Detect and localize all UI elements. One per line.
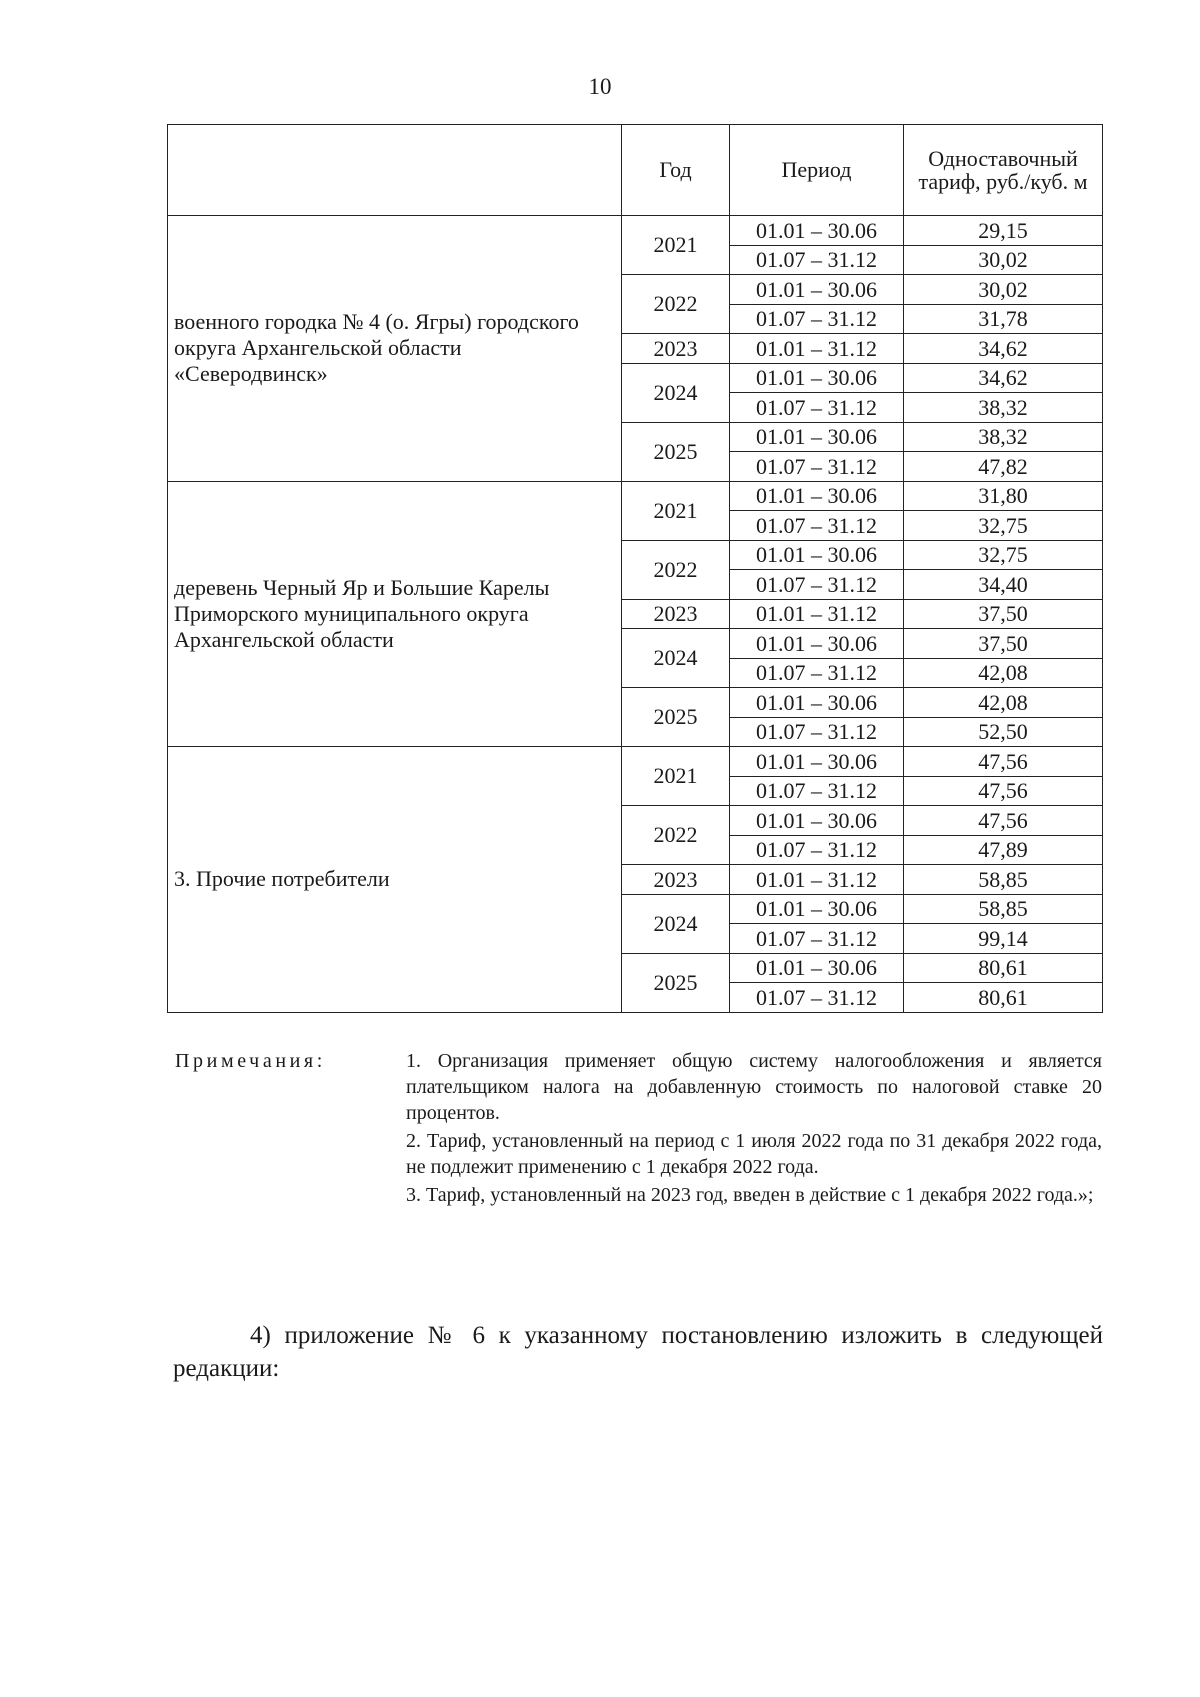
year-cell: 2021 <box>622 481 730 540</box>
year-cell: 2022 <box>622 540 730 599</box>
year-cell: 2022 <box>622 275 730 334</box>
tariff-cell: 38,32 <box>904 393 1103 423</box>
table-row <box>168 216 1103 246</box>
notes-list <box>406 1048 1102 1210</box>
tariff-cell: 47,56 <box>904 806 1103 836</box>
period-cell: 01.01 – 30.06 <box>730 688 904 718</box>
tariff-cell: 80,61 <box>904 983 1103 1013</box>
tariff-cell: 80,61 <box>904 953 1103 983</box>
period-cell: 01.01 – 31.12 <box>730 334 904 364</box>
period-cell: 01.07 – 31.12 <box>730 452 904 482</box>
period-cell: 01.01 – 30.06 <box>730 481 904 511</box>
period-cell: 01.07 – 31.12 <box>730 511 904 541</box>
tariff-cell: 31,80 <box>904 481 1103 511</box>
note-item: 2. Тариф, установленный на период с 1 июля 2022 года по 31 декабря 2022 года, не подлежит применению с 1 декабря 2022 года. <box>406 1130 1102 1178</box>
tariff-cell: 42,08 <box>904 658 1103 688</box>
table-header-row <box>168 125 1103 216</box>
instruction-paragraph <box>173 1320 1103 1385</box>
tariff-cell: 42,08 <box>904 688 1103 718</box>
period-cell: 01.01 – 30.06 <box>730 540 904 570</box>
tariff-cell: 47,89 <box>904 835 1103 865</box>
consumer-cell: военного городка № 4 (о. Ягры) городского округа Архангельской области «Северодвинск» <box>168 216 622 482</box>
table-row <box>168 481 1103 511</box>
header-year: Год <box>622 125 730 216</box>
tariff-cell: 30,02 <box>904 245 1103 275</box>
period-cell: 01.01 – 30.06 <box>730 275 904 305</box>
period-cell: 01.01 – 31.12 <box>730 599 904 629</box>
period-cell: 01.07 – 31.12 <box>730 393 904 423</box>
period-cell: 01.07 – 31.12 <box>730 776 904 806</box>
notes-label: Примечания: <box>175 1050 326 1072</box>
year-cell: 2021 <box>622 747 730 806</box>
tariff-cell: 38,32 <box>904 422 1103 452</box>
table-body <box>168 216 1103 1013</box>
year-cell: 2025 <box>622 688 730 747</box>
period-cell: 01.01 – 31.12 <box>730 865 904 895</box>
tariff-cell: 32,75 <box>904 511 1103 541</box>
tariff-cell: 34,40 <box>904 570 1103 600</box>
tariff-cell: 47,82 <box>904 452 1103 482</box>
table-row <box>168 747 1103 777</box>
tariff-cell: 99,14 <box>904 924 1103 954</box>
header-consumer <box>168 125 622 216</box>
consumer-cell: деревень Черный Яр и Большие Карелы Приморского муниципального округа Архангельской области <box>168 481 622 747</box>
period-cell: 01.01 – 30.06 <box>730 953 904 983</box>
year-cell: 2023 <box>622 599 730 629</box>
tariff-cell: 32,75 <box>904 540 1103 570</box>
header-tariff: Одноставочный тариф, руб./куб. м <box>904 125 1103 216</box>
tariff-cell: 37,50 <box>904 599 1103 629</box>
year-cell: 2023 <box>622 334 730 364</box>
instruction-text: 4) приложение № 6 к указанному постановлению изложить в следующей редакции: <box>173 1322 1103 1382</box>
year-cell: 2024 <box>622 894 730 953</box>
tariff-cell: 30,02 <box>904 275 1103 305</box>
period-cell: 01.07 – 31.12 <box>730 304 904 334</box>
period-cell: 01.01 – 30.06 <box>730 216 904 246</box>
period-cell: 01.01 – 30.06 <box>730 806 904 836</box>
consumer-cell: 3. Прочие потребители <box>168 747 622 1013</box>
period-cell: 01.01 – 30.06 <box>730 363 904 393</box>
year-cell: 2024 <box>622 363 730 422</box>
header-period: Период <box>730 125 904 216</box>
tariff-cell: 34,62 <box>904 334 1103 364</box>
note-item: 3. Тариф, установленный на 2023 год, введен в действие с 1 декабря 2022 года.»; <box>406 1184 1094 1206</box>
period-cell: 01.01 – 30.06 <box>730 422 904 452</box>
note-item: 1. Организация применяет общую систему налогообложения и является плательщиком налога на добавленную стоимость по налоговой ставке 20 процентов. <box>406 1050 1102 1124</box>
period-cell: 01.07 – 31.12 <box>730 924 904 954</box>
year-cell: 2022 <box>622 806 730 865</box>
period-cell: 01.07 – 31.12 <box>730 245 904 275</box>
tariff-cell: 34,62 <box>904 363 1103 393</box>
tariff-cell: 31,78 <box>904 304 1103 334</box>
tariff-cell: 47,56 <box>904 747 1103 777</box>
tariff-cell: 58,85 <box>904 894 1103 924</box>
period-cell: 01.01 – 30.06 <box>730 894 904 924</box>
period-cell: 01.07 – 31.12 <box>730 658 904 688</box>
period-cell: 01.07 – 31.12 <box>730 570 904 600</box>
tariff-cell: 47,56 <box>904 776 1103 806</box>
year-cell: 2025 <box>622 422 730 481</box>
period-cell: 01.07 – 31.12 <box>730 835 904 865</box>
tariff-cell: 29,15 <box>904 216 1103 246</box>
tariff-cell: 37,50 <box>904 629 1103 659</box>
tariff-table <box>167 124 1103 1013</box>
period-cell: 01.01 – 30.06 <box>730 747 904 777</box>
period-cell: 01.07 – 31.12 <box>730 983 904 1013</box>
year-cell: 2024 <box>622 629 730 688</box>
year-cell: 2023 <box>622 865 730 895</box>
tariff-cell: 58,85 <box>904 865 1103 895</box>
period-cell: 01.07 – 31.12 <box>730 717 904 747</box>
year-cell: 2025 <box>622 953 730 1012</box>
year-cell: 2021 <box>622 216 730 275</box>
period-cell: 01.01 – 30.06 <box>730 629 904 659</box>
tariff-cell: 52,50 <box>904 717 1103 747</box>
page-number: 10 <box>588 74 612 99</box>
